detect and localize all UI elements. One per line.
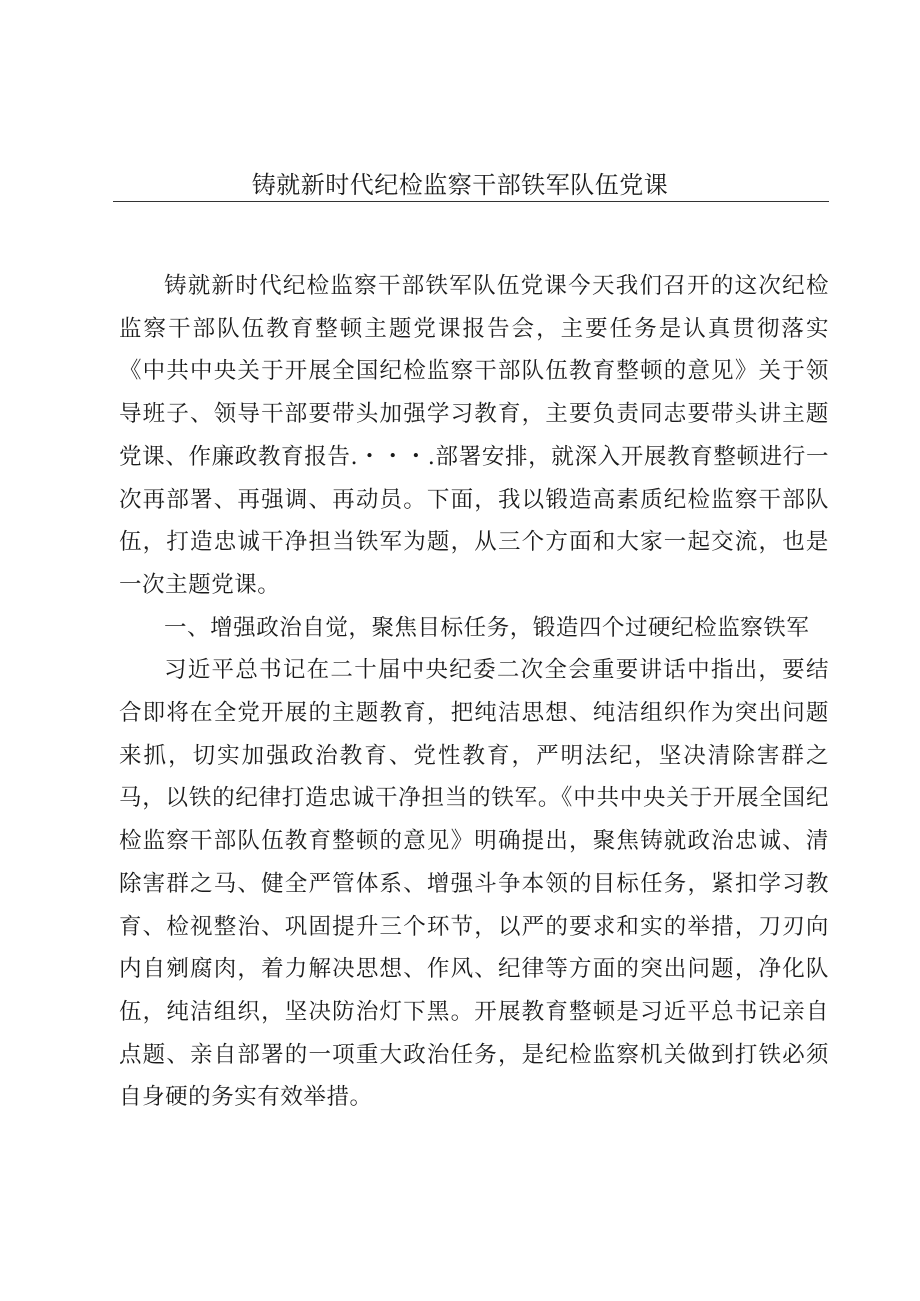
paragraph-section-1: 习近平总书记在二十届中央纪委二次全会重要讲话中指出，要结合即将在全党开展的主题教育，把纯洁思想、纯洁组织作为突出问题来抓，切实加强政治教育、党性教育，严明法纪，坚决清除害群之马，以铁的纪律打造忠诚干净担当的铁军。《中共中央关于开展全国纪检监察干部队伍教育整顿的意见》明确提出，聚焦铸就政治忠诚、清除害群之马、健全严管体系、增强斗争本领的目标任务，紧扣学习教育、检视整治、巩固提升三个环节，以严的要求和实的举措，刀刃向内自剜腐肉，着力解决思想、作风、纪律等方面的突出问题，净化队伍，纯洁组织，坚决防治灯下黑。开展教育整顿是习近平总书记亲自点题、亲自部署的一项重大政治任务，是纪检监察机关做到打铁必须自身硬的务实有效举措。 [119, 657, 829, 1111]
paragraph-intro: 铸就新时代纪检监察干部铁军队伍党课今天我们召开的这次纪检监察干部队伍教育整顿主题党课报告会，主要任务是认真贯彻落实《中共中央关于开展全国纪检监察干部队伍教育整顿的意见》关于领导班子、领导干部要带头加强学习教育，主要负责同志要带头讲主题党课、作廉政教育报告.・・・.部署安排，就深入开展教育整顿进行一次再部署、再强调、再动员。下面，我以锻造高素质纪检监察干部队伍，打造忠诚干净担当铁军为题，从三个方面和大家一起交流，也是一次主题党课。 [119, 273, 829, 598]
title-underline [113, 201, 829, 202]
document-body [119, 265, 829, 1119]
section-heading-1: 一、增强政治自觉，聚焦目标任务，锻造四个过硬纪检监察铁军 [164, 614, 810, 641]
document-title: 铸就新时代纪检监察干部铁军队伍党课 [251, 171, 669, 199]
